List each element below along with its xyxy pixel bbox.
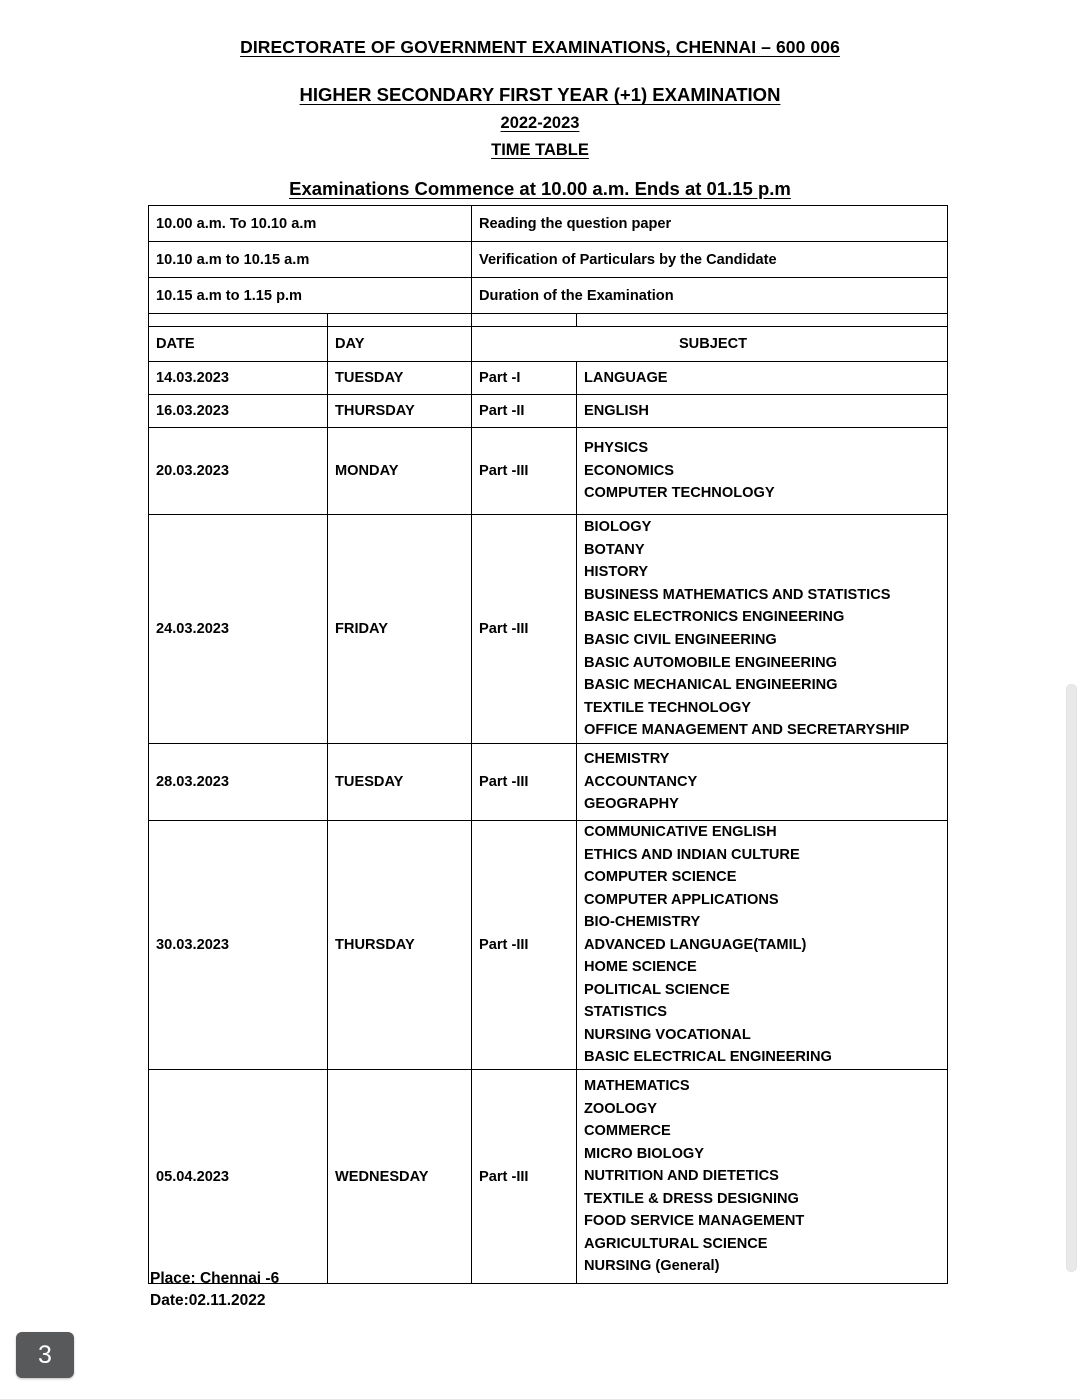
subject-item: BASIC AUTOMOBILE ENGINEERING xyxy=(584,654,837,671)
heading-examination xyxy=(0,83,1080,107)
subject-item: BUSINESS MATHEMATICS AND STATISTICS xyxy=(584,586,891,603)
row-date: 20.03.2023 xyxy=(149,428,328,515)
document-footer xyxy=(150,1268,279,1312)
row-subjects xyxy=(577,395,948,428)
row-day: THURSDAY xyxy=(328,395,472,428)
subject-item: COMMERCE xyxy=(584,1123,671,1140)
subject-item: COMPUTER APPLICATIONS xyxy=(584,891,779,908)
schedule-time: 10.10 a.m to 10.15 a.m xyxy=(149,242,472,278)
header-date: DATE xyxy=(149,327,328,362)
schedule-activity: Verification of Particulars by the Candidate xyxy=(472,242,948,278)
page-number-badge: 3 xyxy=(16,1332,74,1378)
schedule-row xyxy=(149,206,948,242)
schedule-row xyxy=(149,278,948,314)
subject-item: ADVANCED LANGUAGE(TAMIL) xyxy=(584,936,807,953)
row-subjects xyxy=(577,1070,948,1284)
row-subjects xyxy=(577,428,948,515)
subject-item: COMPUTER TECHNOLOGY xyxy=(584,485,775,502)
heading-directorate-text: DIRECTORATE OF GOVERNMENT EXAMINATIONS, CHENNAI – 600 006 xyxy=(240,37,840,57)
table-row xyxy=(149,395,948,428)
subject-item: GEOGRAPHY xyxy=(584,796,679,813)
subject-item: NURSING VOCATIONAL xyxy=(584,1026,751,1043)
header-day: DAY xyxy=(328,327,472,362)
subject-item: HOME SCIENCE xyxy=(584,959,697,976)
row-day: MONDAY xyxy=(328,428,472,515)
subject-item: PHYSICS xyxy=(584,440,649,457)
schedule-time: 10.15 a.m to 1.15 p.m xyxy=(149,278,472,314)
heading-exam-timing-text: Examinations Commence at 10.00 a.m. Ends at 01.15 p.m xyxy=(289,178,791,200)
subject-item: MICRO BIOLOGY xyxy=(584,1145,705,1162)
table-row xyxy=(149,744,948,821)
footer-date: Date:02.11.2022 xyxy=(150,1292,266,1309)
row-subjects xyxy=(577,362,948,395)
subject-list xyxy=(584,437,947,505)
schedule-activity: Duration of the Examination xyxy=(472,278,948,314)
subject-item: ECONOMICS xyxy=(584,462,675,479)
spacer-cell xyxy=(577,314,948,327)
row-date: 14.03.2023 xyxy=(149,362,328,395)
subject-item: ZOOLOGY xyxy=(584,1100,657,1117)
subject-item: BIO-CHEMISTRY xyxy=(584,914,701,931)
row-part: Part -III xyxy=(472,515,577,744)
subject-item: ETHICS AND INDIAN CULTURE xyxy=(584,846,800,863)
scrollbar-thumb[interactable] xyxy=(1066,684,1077,1272)
row-subjects xyxy=(577,821,948,1070)
row-day: TUESDAY xyxy=(328,744,472,821)
subject-item: NURSING (General) xyxy=(584,1258,720,1275)
subject-list xyxy=(584,821,947,1069)
document-heading xyxy=(0,0,1080,201)
row-date: 30.03.2023 xyxy=(149,821,328,1070)
row-day: TUESDAY xyxy=(328,362,472,395)
spacer-row xyxy=(149,314,948,327)
row-subjects xyxy=(577,744,948,821)
spacer-cell xyxy=(328,314,472,327)
heading-directorate xyxy=(0,36,1080,58)
subject-item: HISTORY xyxy=(584,564,649,581)
heading-time-table-text: TIME TABLE xyxy=(491,141,589,160)
timetable xyxy=(148,205,948,1284)
table-row xyxy=(149,362,948,395)
subject-item: NUTRITION AND DIETETICS xyxy=(584,1168,779,1185)
scrollbar-track[interactable] xyxy=(1066,0,1080,1400)
row-part: Part -III xyxy=(472,744,577,821)
row-date: 28.03.2023 xyxy=(149,744,328,821)
heading-examination-text: HIGHER SECONDARY FIRST YEAR (+1) EXAMINATION xyxy=(299,84,781,106)
subject-item: FOOD SERVICE MANAGEMENT xyxy=(584,1213,805,1230)
subject-item: STATISTICS xyxy=(584,1004,667,1021)
subject-item: TEXTILE & DRESS DESIGNING xyxy=(584,1190,799,1207)
subject-item: COMPUTER SCIENCE xyxy=(584,869,737,886)
row-part: Part -II xyxy=(472,395,577,428)
subject-item: POLITICAL SCIENCE xyxy=(584,981,730,998)
schedule-activity: Reading the question paper xyxy=(472,206,948,242)
subject-item: ACCOUNTANCY xyxy=(584,773,698,790)
header-subject: SUBJECT xyxy=(472,327,948,362)
table-row xyxy=(149,1070,948,1284)
row-subjects xyxy=(577,515,948,744)
subject-list xyxy=(584,748,947,816)
table-header-row xyxy=(149,327,948,362)
table-row xyxy=(149,515,948,744)
subject-item: TEXTILE TECHNOLOGY xyxy=(584,699,752,716)
timetable-container xyxy=(148,205,947,1284)
row-part: Part -III xyxy=(472,1070,577,1284)
subject-item: BASIC ELECTRONICS ENGINEERING xyxy=(584,609,845,626)
row-part: Part -I xyxy=(472,362,577,395)
subject-item: BOTANY xyxy=(584,541,645,558)
schedule-time: 10.00 a.m. To 10.10 a.m xyxy=(149,206,472,242)
table-row xyxy=(149,428,948,515)
spacer-cell xyxy=(149,314,328,327)
subject-item: ENGLISH xyxy=(584,402,649,419)
subject-list xyxy=(584,1075,947,1278)
heading-time-table xyxy=(0,140,1080,161)
subject-item: AGRICULTURAL SCIENCE xyxy=(584,1235,768,1252)
subject-item: CHEMISTRY xyxy=(584,751,670,768)
subject-list xyxy=(584,400,947,423)
row-part: Part -III xyxy=(472,821,577,1070)
spacer-cell xyxy=(472,314,577,327)
subject-item: LANGUAGE xyxy=(584,369,668,386)
row-date: 05.04.2023 xyxy=(149,1070,328,1284)
subject-item: BASIC MECHANICAL ENGINEERING xyxy=(584,677,838,694)
subject-item: MATHEMATICS xyxy=(584,1078,690,1095)
subject-list xyxy=(584,367,947,390)
row-date: 16.03.2023 xyxy=(149,395,328,428)
subject-item: BASIC ELECTRICAL ENGINEERING xyxy=(584,1049,832,1066)
schedule-row xyxy=(149,242,948,278)
row-day: WEDNESDAY xyxy=(328,1070,472,1284)
table-row xyxy=(149,821,948,1070)
subject-item: COMMUNICATIVE ENGLISH xyxy=(584,824,777,840)
subject-item: BASIC CIVIL ENGINEERING xyxy=(584,632,777,648)
subject-item: BIOLOGY xyxy=(584,519,652,536)
row-date: 24.03.2023 xyxy=(149,515,328,744)
subject-list xyxy=(584,516,947,741)
subject-item: OFFICE MANAGEMENT AND SECRETARYSHIP xyxy=(584,722,910,739)
row-part: Part -III xyxy=(472,428,577,515)
heading-academic-year xyxy=(0,113,1080,134)
row-day: THURSDAY xyxy=(328,821,472,1070)
row-day: FRIDAY xyxy=(328,515,472,744)
footer-place: Place: Chennai -6 xyxy=(150,1270,280,1287)
heading-exam-timing xyxy=(0,177,1080,201)
heading-academic-year-text: 2022-2023 xyxy=(500,114,580,133)
